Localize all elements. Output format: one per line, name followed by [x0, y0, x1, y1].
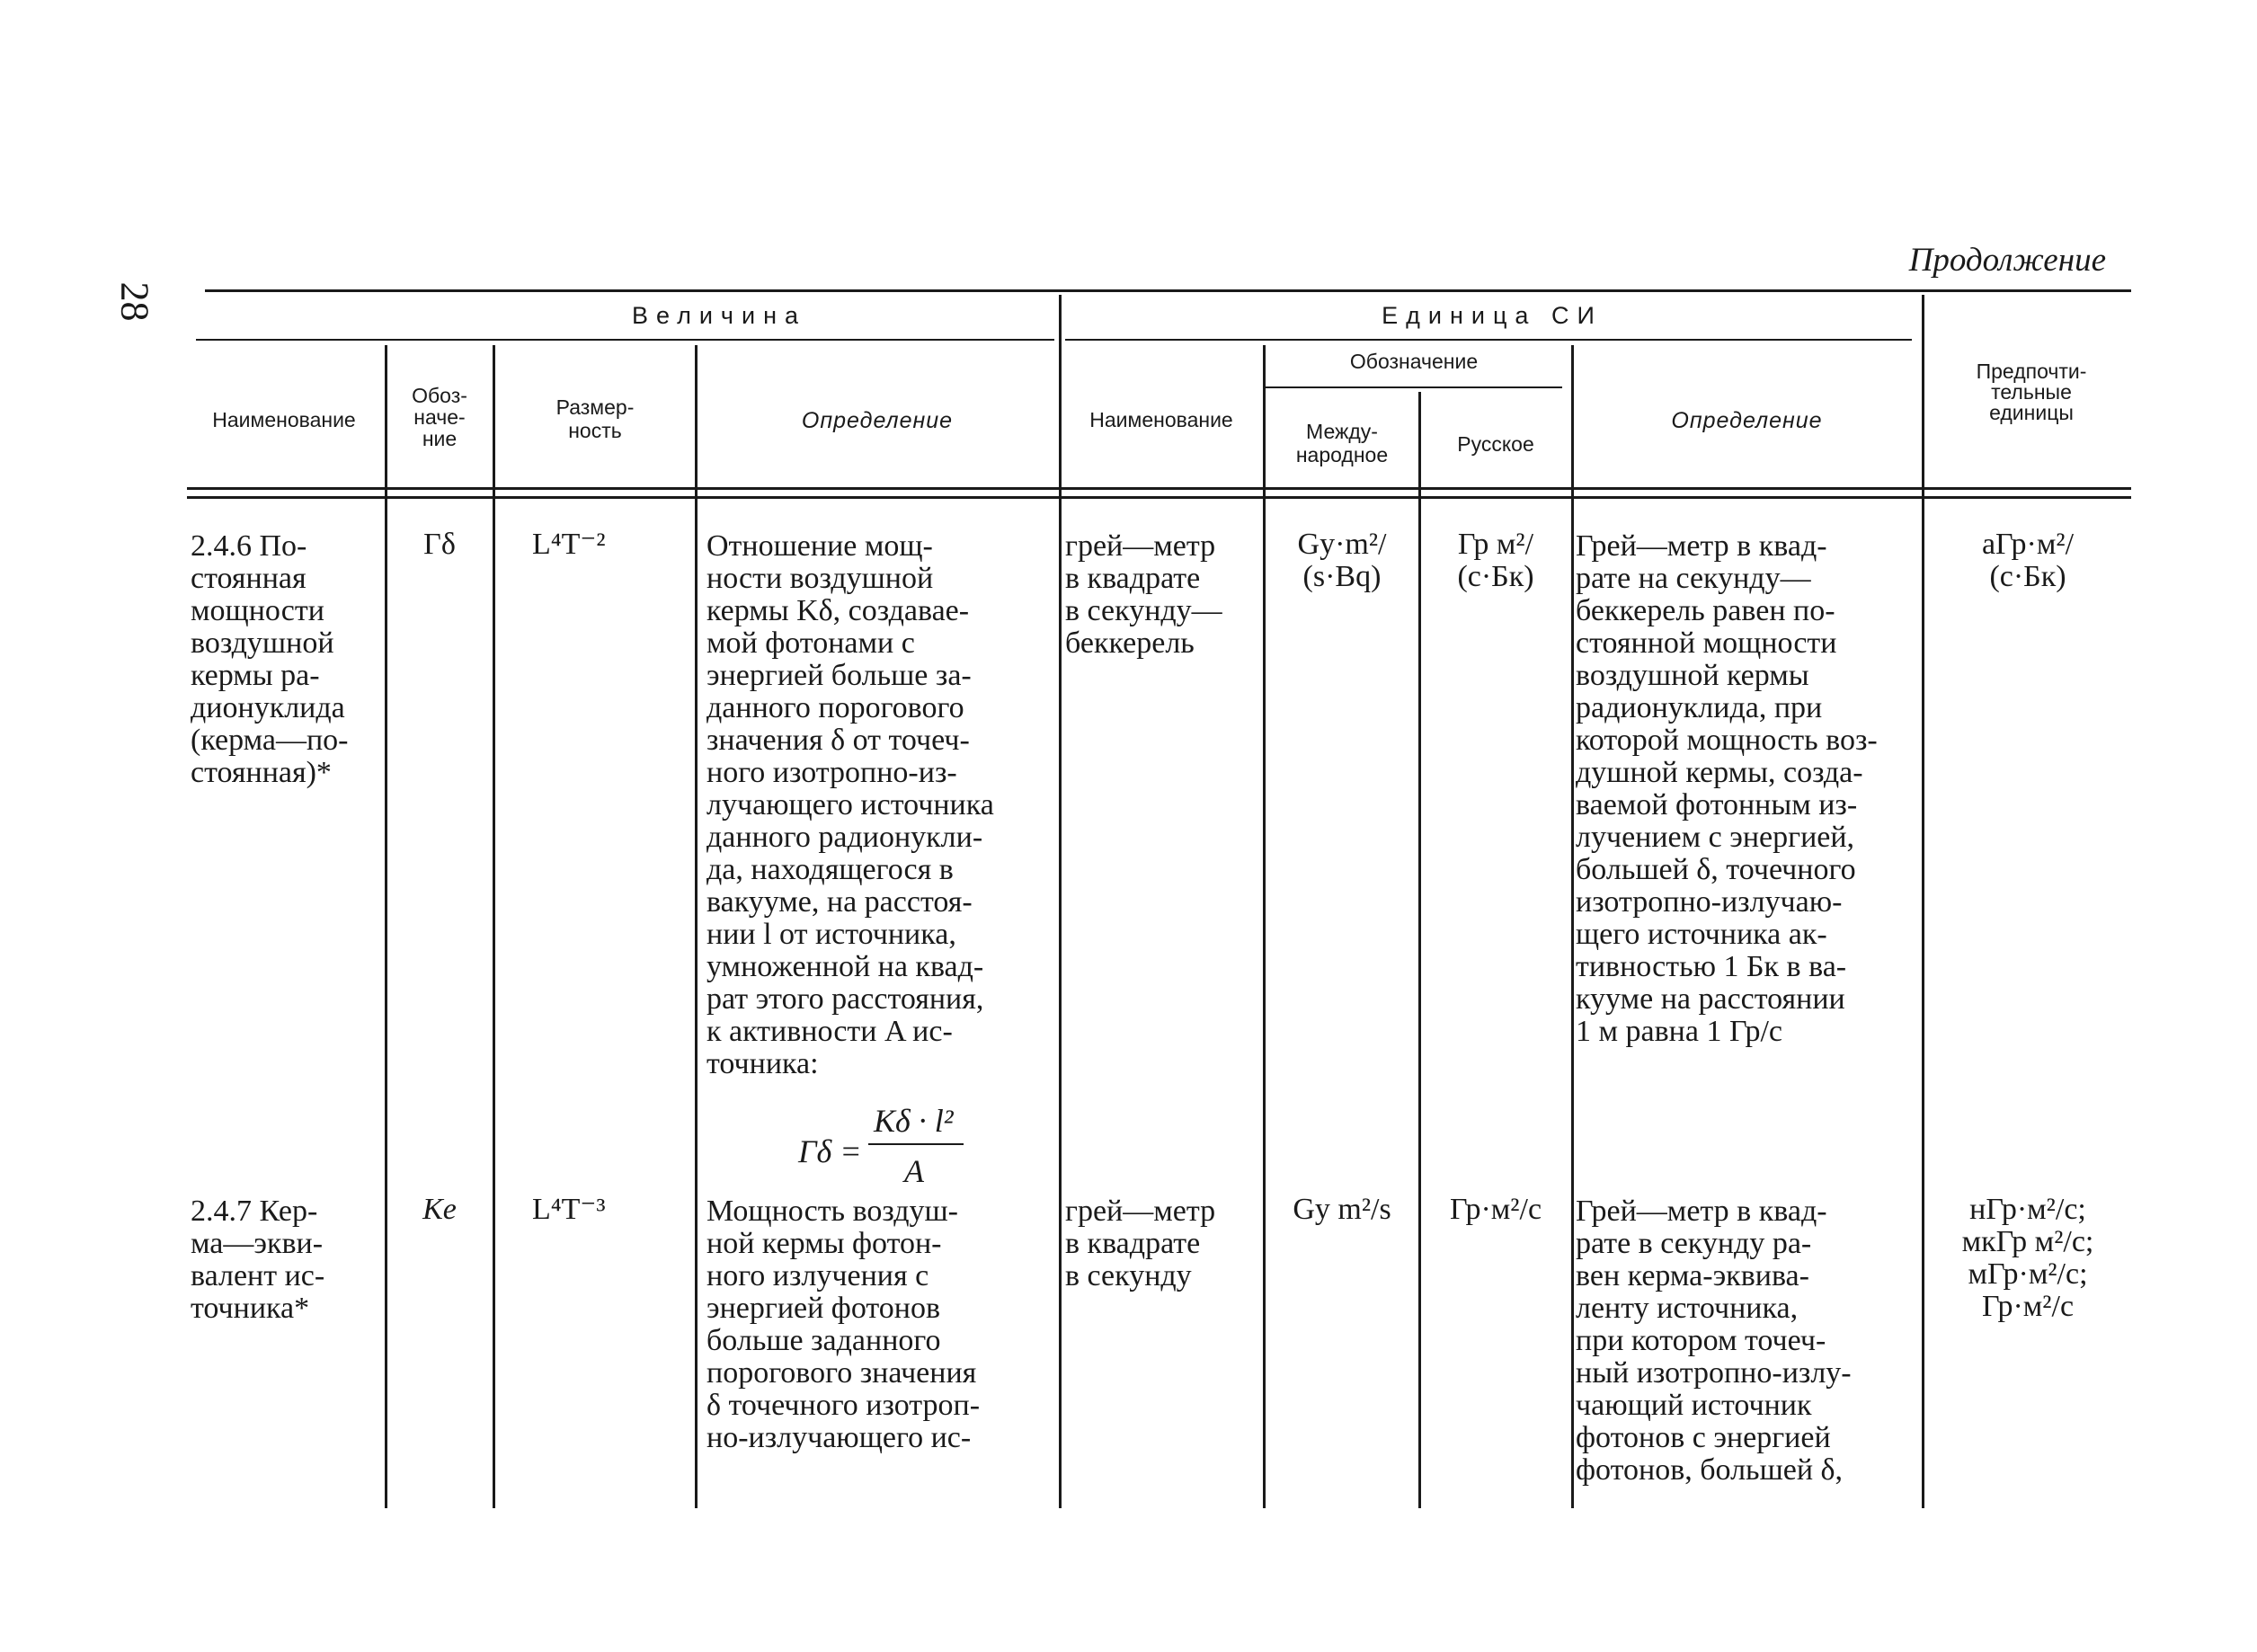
continuation-label: Продолжение: [1908, 242, 2106, 279]
vline-designation-udefinition: [1571, 345, 1574, 1508]
page-number: 28: [112, 281, 157, 322]
row2-definition: Мощность воздуш- ной кермы фотон- ного излучения с энергией фотонов больше заданного порогового значения δ точечного изотроп- но-излучающего ис-: [706, 1195, 981, 1454]
vline-symbol-dimension: [493, 345, 495, 1508]
vline-dimension-definition: [695, 345, 698, 1508]
row2-unit-international: Gy m²/s: [1293, 1193, 1391, 1226]
vline-international-russian: [1418, 392, 1421, 1508]
row1-formula-lhs: Γδ =: [798, 1133, 862, 1169]
header-bottom-rule-2: [187, 496, 2131, 499]
header-designation: Обозначение: [1349, 350, 1479, 373]
header-unit-name: Наименование: [1089, 408, 1233, 431]
row1-preferred: аГр·м²/ (с·Бк): [1981, 528, 2075, 593]
header-rule-designation: [1266, 386, 1562, 388]
header-preferred-units: Предпочти- тельные единицы: [1976, 360, 2087, 424]
row2-name: 2.4.7 Кер- ма—экви- валент ис- точника*: [191, 1195, 325, 1325]
header-rule-si: [1065, 339, 1912, 341]
header-russian: Русское: [1457, 432, 1534, 456]
vline-quantity-si: [1059, 295, 1062, 1508]
row2-unit-name: грей—метр в квадрате в секунду: [1065, 1195, 1216, 1292]
vline-name-symbol: [385, 345, 387, 1508]
row2-symbol: Kе: [422, 1193, 457, 1226]
header-rule-quantity: [196, 339, 1054, 341]
header-international: Между- народное: [1295, 420, 1389, 466]
header-quantity-definition: Определение: [801, 408, 954, 433]
header-unit-definition: Определение: [1671, 408, 1823, 433]
header-dimension: Размер- ность: [555, 395, 635, 442]
row1-formula-fraction-line: [868, 1143, 964, 1145]
row1-definition: Отношение мощ- ности воздушной кермы Kδ, создавае- мой фотонами с энергией больше за- данного порогового значения δ от точеч- ного изотропно-из- лучающего источника данного радионукли- да, находящегося в вакууме, на расстоя- нии l от источника, умноженной на квад- рат этого расстояния, к активности A ис- точника:: [706, 529, 994, 1080]
row1-formula-numerator: Kδ · l²: [874, 1103, 954, 1139]
row1-dimension: L⁴T⁻²: [532, 528, 606, 561]
vline-uname-designation: [1263, 345, 1266, 1508]
row2-dimension: L⁴T⁻³: [532, 1193, 606, 1226]
row1-unit-definition: Грей—метр в квад- рате на секунду— беккерель равен по- стоянной мощности воздушной кермы радионуклида, при которой мощность воз- душной кермы, созда- ваемой фотонным из- лучением с энергией, большей δ, точечного изотропно-излучаю- щего источника ак- тивностью 1 Бк в ва- кууме на расстоянии 1 м равна 1 Гр/с: [1576, 529, 1878, 1048]
header-quantity-symbol: Обоз- наче- ние: [412, 384, 467, 450]
table-top-rule: [205, 289, 2131, 292]
header-si-unit: Единица СИ: [1382, 302, 1603, 329]
row1-formula-denominator: A: [904, 1153, 924, 1189]
row2-preferred: нГр·м²/с; мкГр м²/с; мГр·м²/с; Гр·м²/с: [1961, 1193, 2094, 1323]
row1-unit-name: грей—метр в квадрате в секунду— беккерель: [1065, 529, 1222, 660]
row1-unit-russian: Гр м²/ (с·Бк): [1457, 528, 1534, 593]
header-quantity: Величина: [631, 302, 807, 329]
header-quantity-name: Наименование: [212, 408, 356, 431]
header-bottom-rule-1: [187, 487, 2131, 490]
row1-name: 2.4.6 По- стоянная мощности воздушной кермы ра- дионуклида (керма—по- стоянная)*: [191, 529, 349, 789]
vline-si-preferred: [1922, 295, 1924, 1508]
row1-unit-international: Gy·m²/ (s·Bq): [1297, 528, 1387, 593]
row2-unit-russian: Гр·м²/с: [1449, 1193, 1542, 1226]
row2-unit-definition: Грей—метр в квад- рате в секунду ра- вен керма-эквива- ленту источника, при котором точеч- ный изотропно-излу- чающий источник фотонов с энергией фотонов, большей δ,: [1576, 1195, 1852, 1487]
row1-symbol: Γδ: [423, 528, 456, 561]
